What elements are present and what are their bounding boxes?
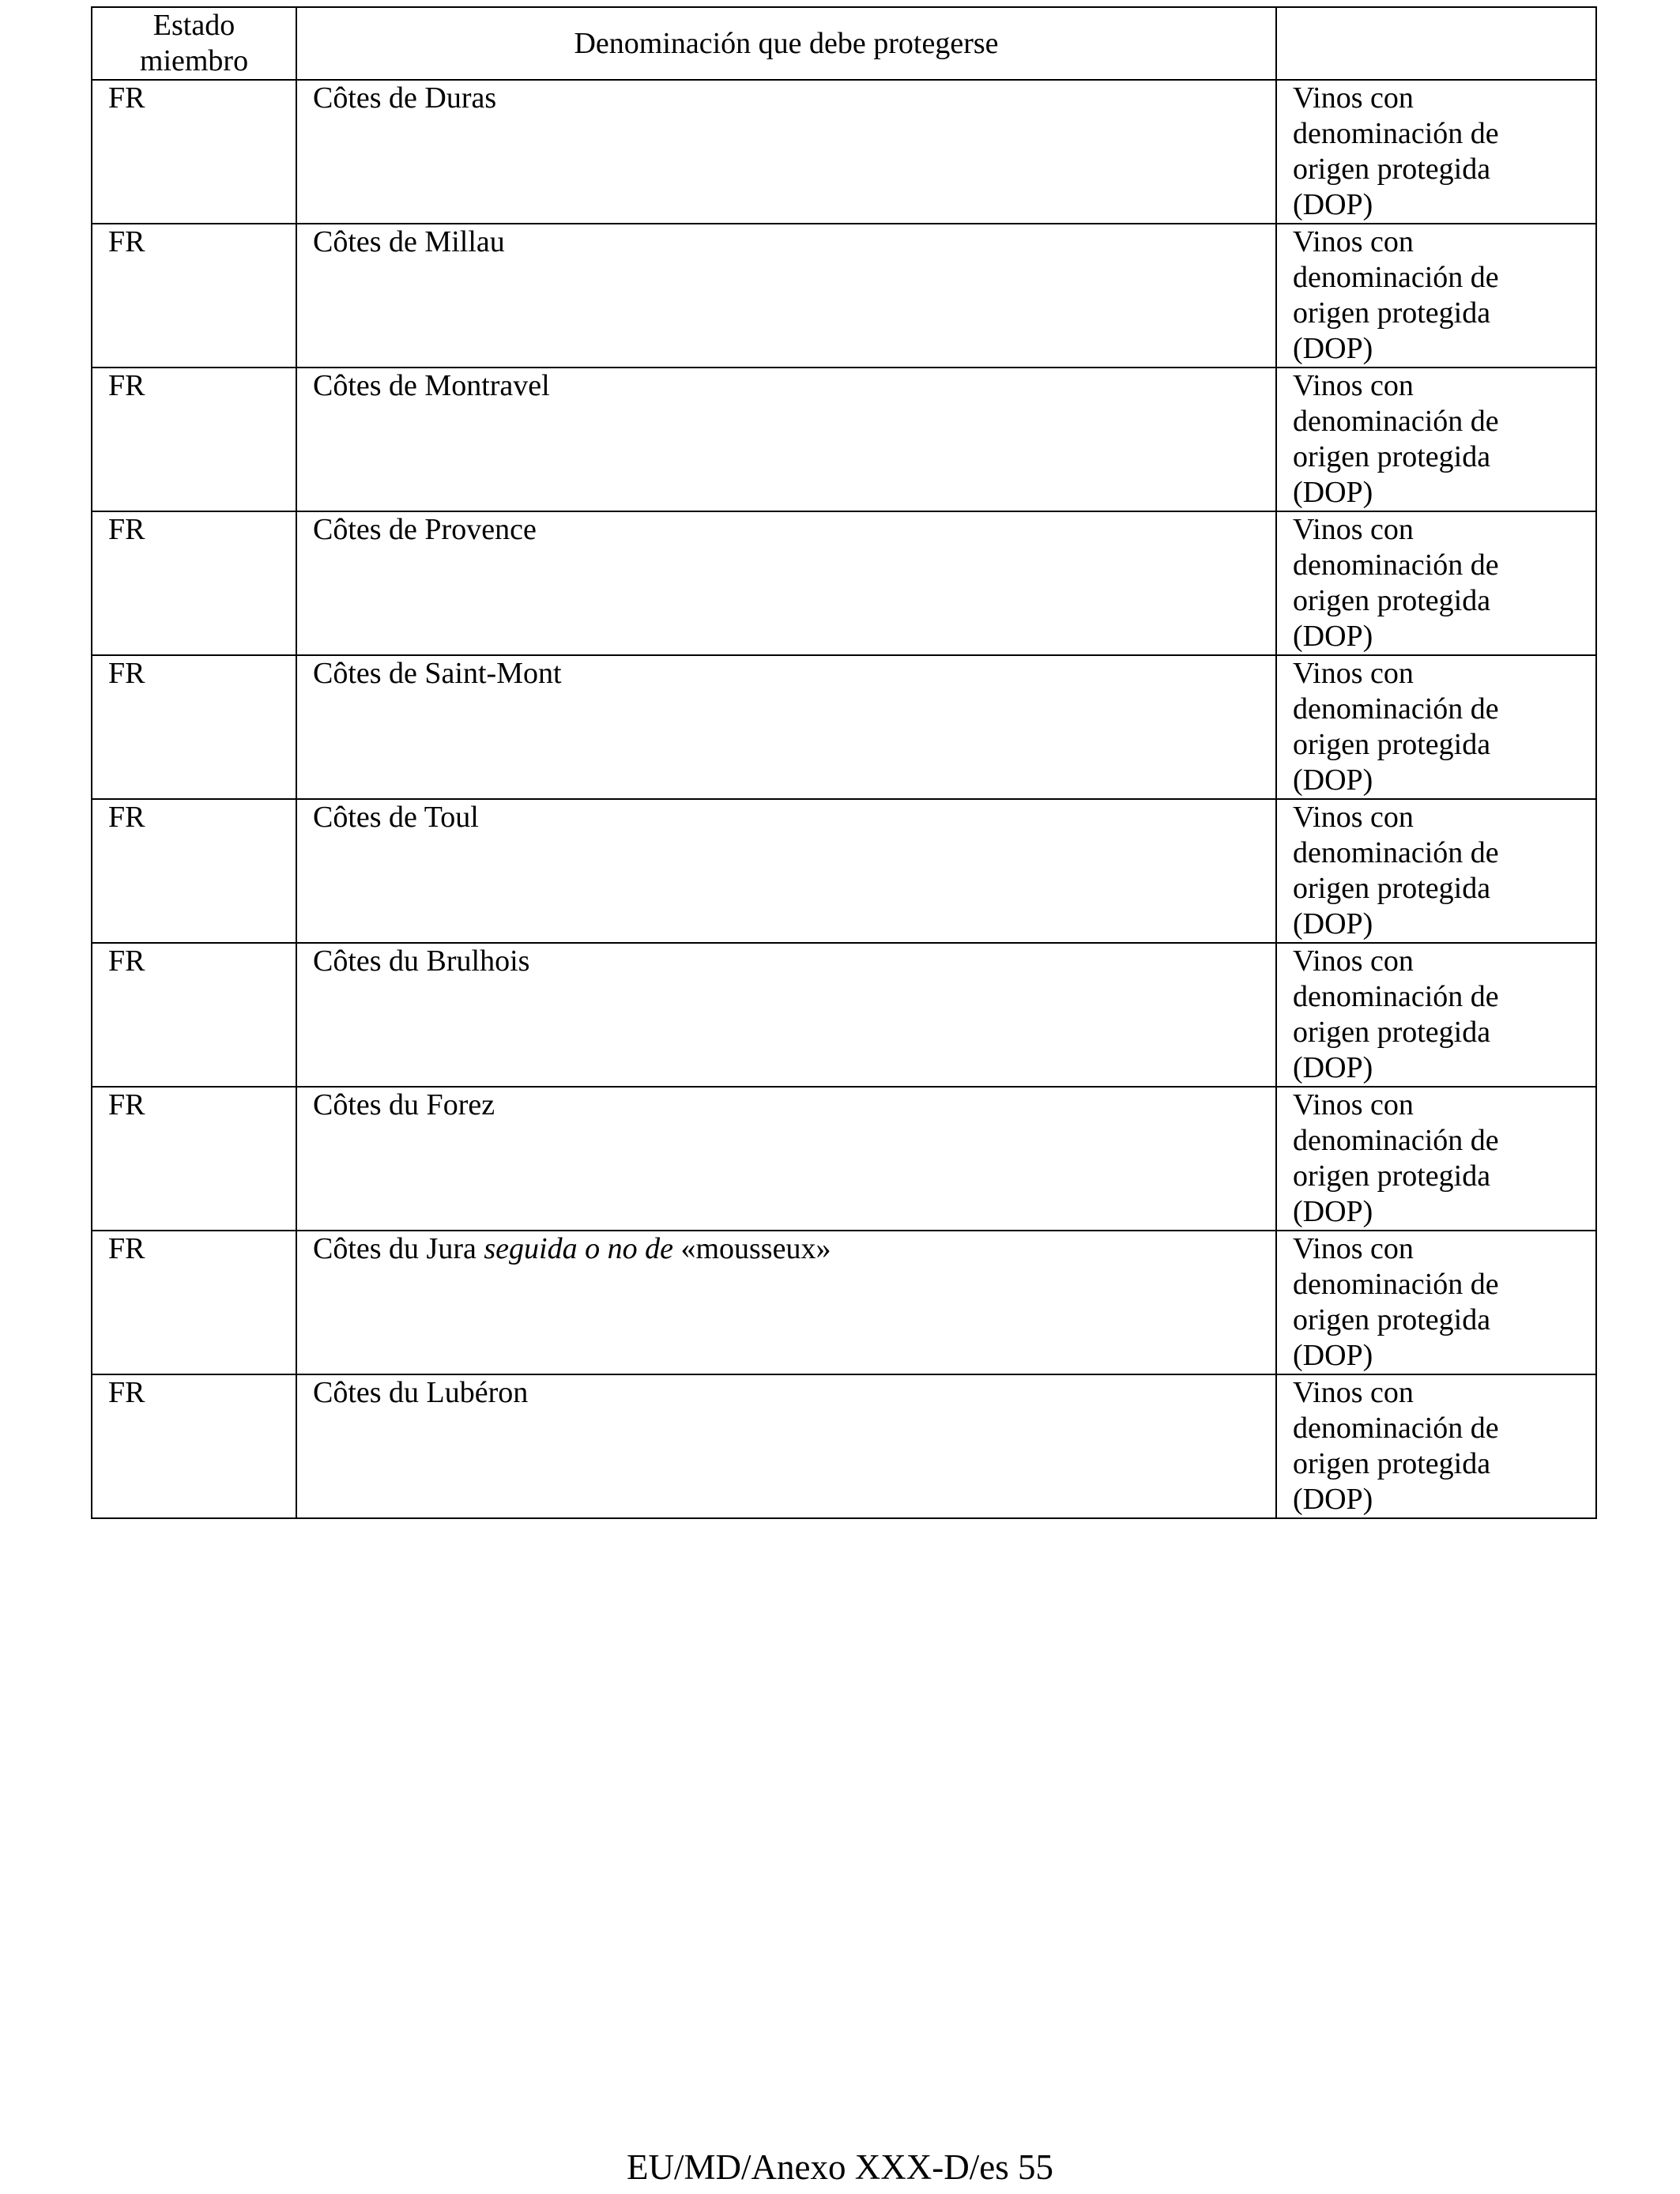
protection-type-line: Vinos con (1293, 944, 1414, 978)
cell-protection-type (1276, 368, 1596, 511)
cell-protection-type (1276, 1231, 1596, 1374)
page-footer-reference: EU/MD/Anexo XXX-D/es 55 (627, 2147, 1053, 2187)
table-row (92, 943, 1596, 1087)
protected-name-text: Côtes de Millau (313, 225, 505, 258)
protected-name-text: Côtes de Toul (313, 801, 479, 834)
cell-protected-name (296, 511, 1276, 655)
cell-member-state: FR (92, 943, 296, 1087)
cell-protected-name (296, 943, 1276, 1087)
table-row (92, 799, 1596, 943)
protection-type-line: (DOP) (1293, 476, 1373, 509)
table-row (92, 1374, 1596, 1518)
protection-type-line: (DOP) (1293, 907, 1373, 941)
protection-type-line: origen protegida (1293, 1447, 1491, 1480)
protection-type-line: denominación de (1293, 405, 1499, 438)
protection-type-line: origen protegida (1293, 872, 1491, 905)
table-row (92, 368, 1596, 511)
cell-protected-name (296, 368, 1276, 511)
protected-name-text: Côtes du Jura (313, 1232, 477, 1265)
protection-type-line: denominación de (1293, 261, 1499, 294)
protection-type-line: Vinos con (1293, 801, 1414, 834)
cell-member-state: FR (92, 799, 296, 943)
protection-type-line: (DOP) (1293, 1339, 1373, 1372)
protection-type-line: denominación de (1293, 836, 1499, 869)
protection-type-line: (DOP) (1293, 188, 1373, 221)
protection-type-line: (DOP) (1293, 620, 1373, 653)
table-row (92, 80, 1596, 224)
protection-type-line: denominación de (1293, 1124, 1499, 1157)
protected-name-text: Côtes du Lubéron (313, 1376, 529, 1409)
cell-protected-name (296, 1374, 1276, 1518)
protection-type-line: Vinos con (1293, 1232, 1414, 1265)
protection-type-line: origen protegida (1293, 584, 1491, 617)
cell-protection-type (1276, 1087, 1596, 1231)
cell-member-state: FR (92, 1087, 296, 1231)
protected-name-text: Côtes de Duras (313, 81, 497, 115)
header-protected-name: Denominación que debe protegerse (296, 7, 1276, 80)
table-row (92, 511, 1596, 655)
protection-type-line: denominación de (1293, 1412, 1499, 1445)
protected-name-text: Côtes du Forez (313, 1088, 495, 1122)
protected-name-text: Côtes de Montravel (313, 369, 550, 402)
protection-type-line: Vinos con (1293, 81, 1414, 115)
cell-protection-type (1276, 943, 1596, 1087)
protection-type-line: Vinos con (1293, 225, 1414, 258)
protected-names-table (91, 6, 1597, 1519)
protection-type-line: origen protegida (1293, 153, 1491, 186)
cell-member-state: FR (92, 368, 296, 511)
protection-type-line: Vinos con (1293, 1376, 1414, 1409)
cell-protection-type (1276, 224, 1596, 368)
protection-type-line: origen protegida (1293, 296, 1491, 330)
cell-protected-name (296, 1087, 1276, 1231)
protection-type-line: Vinos con (1293, 657, 1414, 690)
cell-protection-type (1276, 80, 1596, 224)
cell-protected-name (296, 1231, 1276, 1374)
table-row (92, 224, 1596, 368)
protection-type-line: Vinos con (1293, 369, 1414, 402)
cell-member-state: FR (92, 80, 296, 224)
cell-protection-type (1276, 655, 1596, 799)
protection-type-line: denominación de (1293, 548, 1499, 582)
cell-member-state: FR (92, 1374, 296, 1518)
protection-type-line: (DOP) (1293, 332, 1373, 365)
protection-type-line: origen protegida (1293, 1159, 1491, 1193)
cell-protected-name (296, 799, 1276, 943)
protection-type-line: denominación de (1293, 1268, 1499, 1301)
protection-type-line: origen protegida (1293, 440, 1491, 473)
cell-member-state: FR (92, 1231, 296, 1374)
table-row (92, 655, 1596, 799)
protection-type-line: (DOP) (1293, 763, 1373, 797)
protection-type-line: denominación de (1293, 980, 1499, 1013)
cell-protection-type (1276, 1374, 1596, 1518)
protected-name-suffix: «mousseux» (680, 1232, 831, 1265)
protected-name-text: Côtes de Saint-Mont (313, 657, 562, 690)
cell-protected-name (296, 655, 1276, 799)
cell-protection-type (1276, 511, 1596, 655)
protection-type-line: (DOP) (1293, 1051, 1373, 1084)
protection-type-line: origen protegida (1293, 1303, 1491, 1336)
cell-protection-type (1276, 799, 1596, 943)
protection-type-line: denominación de (1293, 692, 1499, 726)
protection-type-line: origen protegida (1293, 728, 1491, 761)
table-row (92, 1231, 1596, 1374)
cell-member-state: FR (92, 224, 296, 368)
protected-name-text: Côtes du Brulhois (313, 944, 530, 978)
cell-protected-name (296, 224, 1276, 368)
protection-type-line: Vinos con (1293, 513, 1414, 546)
table-row (92, 1087, 1596, 1231)
table-header-row (92, 7, 1596, 80)
protection-type-line: (DOP) (1293, 1483, 1373, 1516)
protection-type-line: (DOP) (1293, 1195, 1373, 1228)
cell-member-state: FR (92, 511, 296, 655)
protection-type-line: denominación de (1293, 117, 1499, 150)
cell-protected-name (296, 80, 1276, 224)
cell-member-state: FR (92, 655, 296, 799)
protected-name-text: Côtes de Provence (313, 513, 537, 546)
header-member-state (92, 7, 296, 80)
header-type (1276, 7, 1596, 80)
header-member-state-label: Estado miembro (139, 9, 249, 77)
protected-name-qualifier: seguida o no de (484, 1232, 673, 1265)
protection-type-line: Vinos con (1293, 1088, 1414, 1122)
table-body (92, 80, 1596, 1518)
protection-type-line: origen protegida (1293, 1016, 1491, 1049)
